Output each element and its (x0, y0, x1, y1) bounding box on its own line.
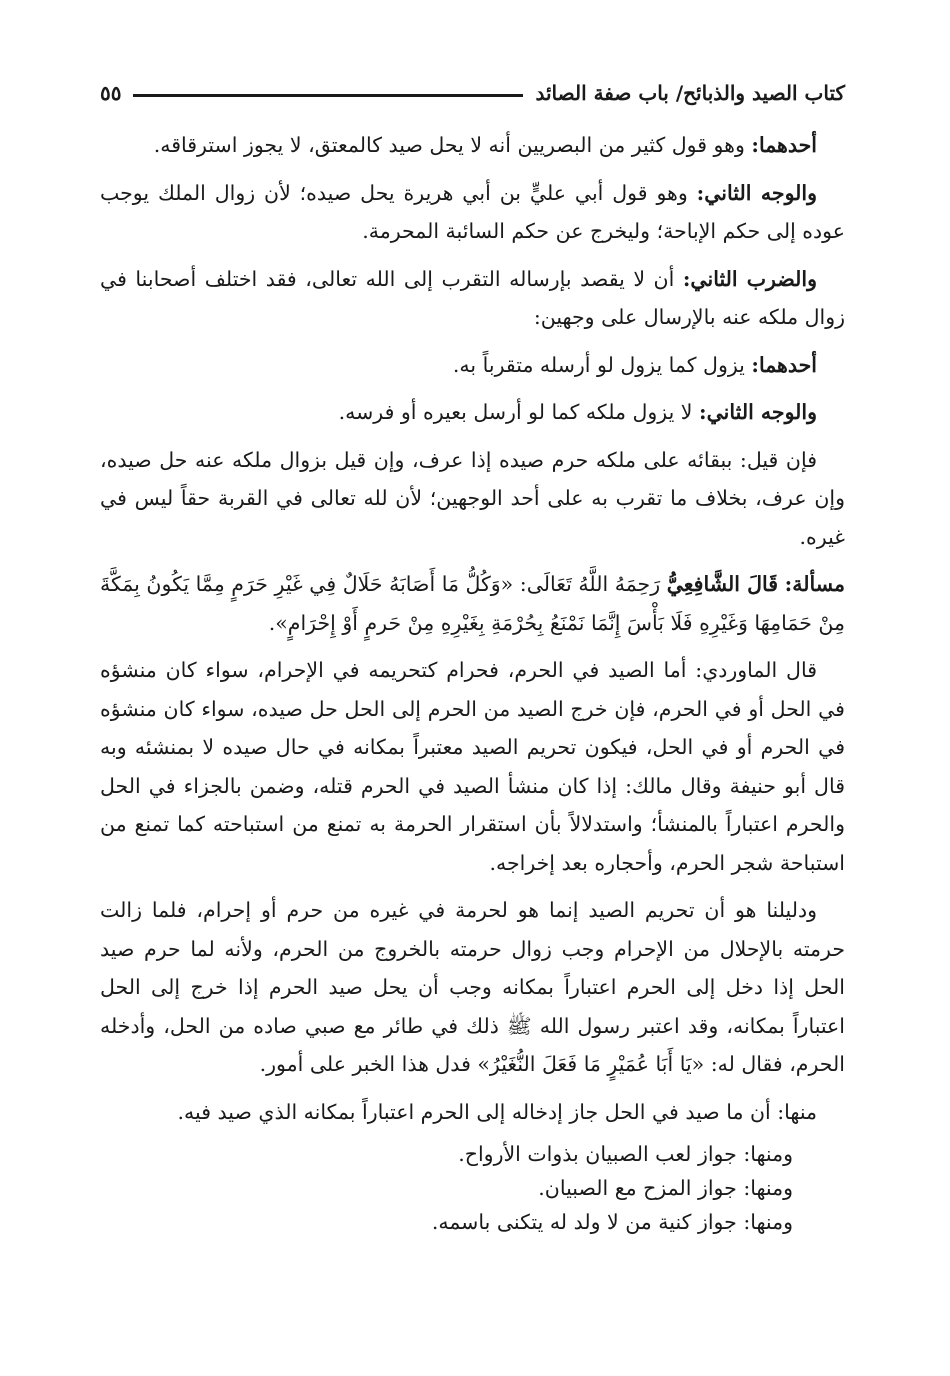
paragraph-text: يزول كما يزول لو أرسله متقرباً به. (452, 352, 752, 377)
list-item: منها: أن ما صيد في الحل جاز إدخاله إلى الحرم اعتباراً بمكانه الذي صيد فيه. (177, 1099, 817, 1124)
paragraph-label: أحدهما: (751, 133, 817, 157)
masala-quote: «وَكُلُّ مَا أَصَابَهُ حَلَالٌ فِي غَيْرِ حَرَمٍ مِمَّا يَكُونُ بِمَكَّةَ مِنْ حَمَامِهَا وَغَيْرِهِ فَلَا بَأْسَ إِنَّمَا نَمْنَعُ بِحُرْمَةِ بِغَيْرِهِ مِنْ حَرمٍ أَوْ إِحْرَامٍ». (100, 572, 845, 635)
masala-label: مسألة: (784, 572, 845, 596)
page-body (100, 126, 845, 1239)
paragraph-label: والضرب الثاني: (682, 266, 817, 291)
paragraph-text: لا يزول ملكه كما لو أرسل بعيره أو فرسه. (338, 400, 700, 424)
paragraph-text: أن لا يقصد بإرساله التقرب إلى الله تعالى، فقد اختلف أصحابنا في زوال ملكه عنه بالإرسال على وجهين: (100, 266, 845, 329)
paragraph-text: قال الماوردي: أما الصيد في الحرم، فحرام كتحريمه في الإحرام، سواء كان منشؤه في الحل أو في الحرم، فإن خرج الصيد من الحرم إلى الحل حل صيده، سواء كان منشؤه في الحرم أو في الحل، فيكون تحريم الصيد معتبراً بمكانه في حال صيده لا بمنشئه وبه قال أبو حنيفة وقال مالك: إذا كان منشأ الصيد في الحرم قتله، وضمن بالجزاء في الحل والحرم اعتباراً بالمنشأ؛ واستدلالاً بأن استقرار الحرمة به تمنع من استباحته كما تمنع من استباحة شجر الحرم، وأحجاره بعد إخراجه. (100, 658, 845, 875)
masala-block (100, 565, 845, 642)
header-rule (133, 94, 523, 97)
list-item: ومنها: جواز لعب الصبيان بذوات الأرواح. (458, 1142, 793, 1166)
paragraph-text: وهو قول أبي عليٍّ بن أبي هريرة يحل صيده؛ لأن زوال الملك يوجب عوده إلى حكم الإباحة؛ وليخرج عن حكم السائبة المحرمة. (100, 180, 845, 243)
list-item: ومنها: جواز المزح مع الصبيان. (538, 1176, 793, 1200)
paragraph-label: أحدهما: (751, 352, 817, 377)
paragraph-text: فإن قيل: ببقائه على ملكه حرم صيده إذا عرف، وإن قيل بزوال ملكه عنه حل صيده، وإن عرف، بخلاف ما تقرب به على أحد الوجهين؛ لأن لله تعالى في القربة حقاً ليس في غيره. (100, 447, 845, 549)
list-item: ومنها: جواز كنية من لا ولد له يتكنى باسمه. (431, 1210, 793, 1234)
paragraph-5 (100, 393, 845, 432)
paragraph-4 (100, 346, 845, 385)
discussion-paragraph-2 (100, 891, 845, 1084)
paragraph-label: والوجه الثاني: (699, 400, 817, 424)
conclusions-list (100, 1093, 845, 1240)
discussion-paragraph-1 (100, 651, 845, 882)
page-number: ٥٥ (100, 81, 122, 105)
masala-speaker: قَالَ الشَّافِعِيُّ (666, 572, 779, 596)
chapter-title: كتاب الصيد والذبائح/ باب صفة الصائد (535, 81, 845, 105)
running-header (100, 76, 845, 110)
paragraph-text: ودليلنا هو أن تحريم الصيد إنما هو لحرمة في غيره من حرم أو إحرام، فلما زالت حرمته بالإحلال من الإحرام وجب زوال حرمته بالخروج من الحرم، ولأنه لما حرم صيد الحل إذا دخل إلى الحرم اعتباراً بمكانه وجب أن يحل صيد الحرم إذا خرج إلى الحل اعتباراً بمكانه، وقد اعتبر رسول الله ﷺ ذلك في طائر مع صبي صاده من الحل، وأدخله الحرم، فقال له: «يَا أَبَا عُمَيْرٍ مَا فَعَلَ النُّغَيْرُ» فدل هذا الخبر على أمور. (100, 898, 845, 1076)
paragraph-6 (100, 441, 845, 557)
paragraph-text: وهو قول كثير من البصريين أنه لا يحل صيد كالمعتق، لا يجوز استرقاقه. (153, 133, 752, 157)
paragraph-3 (100, 260, 845, 337)
paragraph-label: والوجه الثاني: (696, 180, 817, 205)
masala-honorific: رَحِمَهُ اللَّهُ تَعَالَى: (519, 572, 661, 596)
paragraph-2 (100, 174, 845, 251)
paragraph-1 (100, 126, 845, 165)
